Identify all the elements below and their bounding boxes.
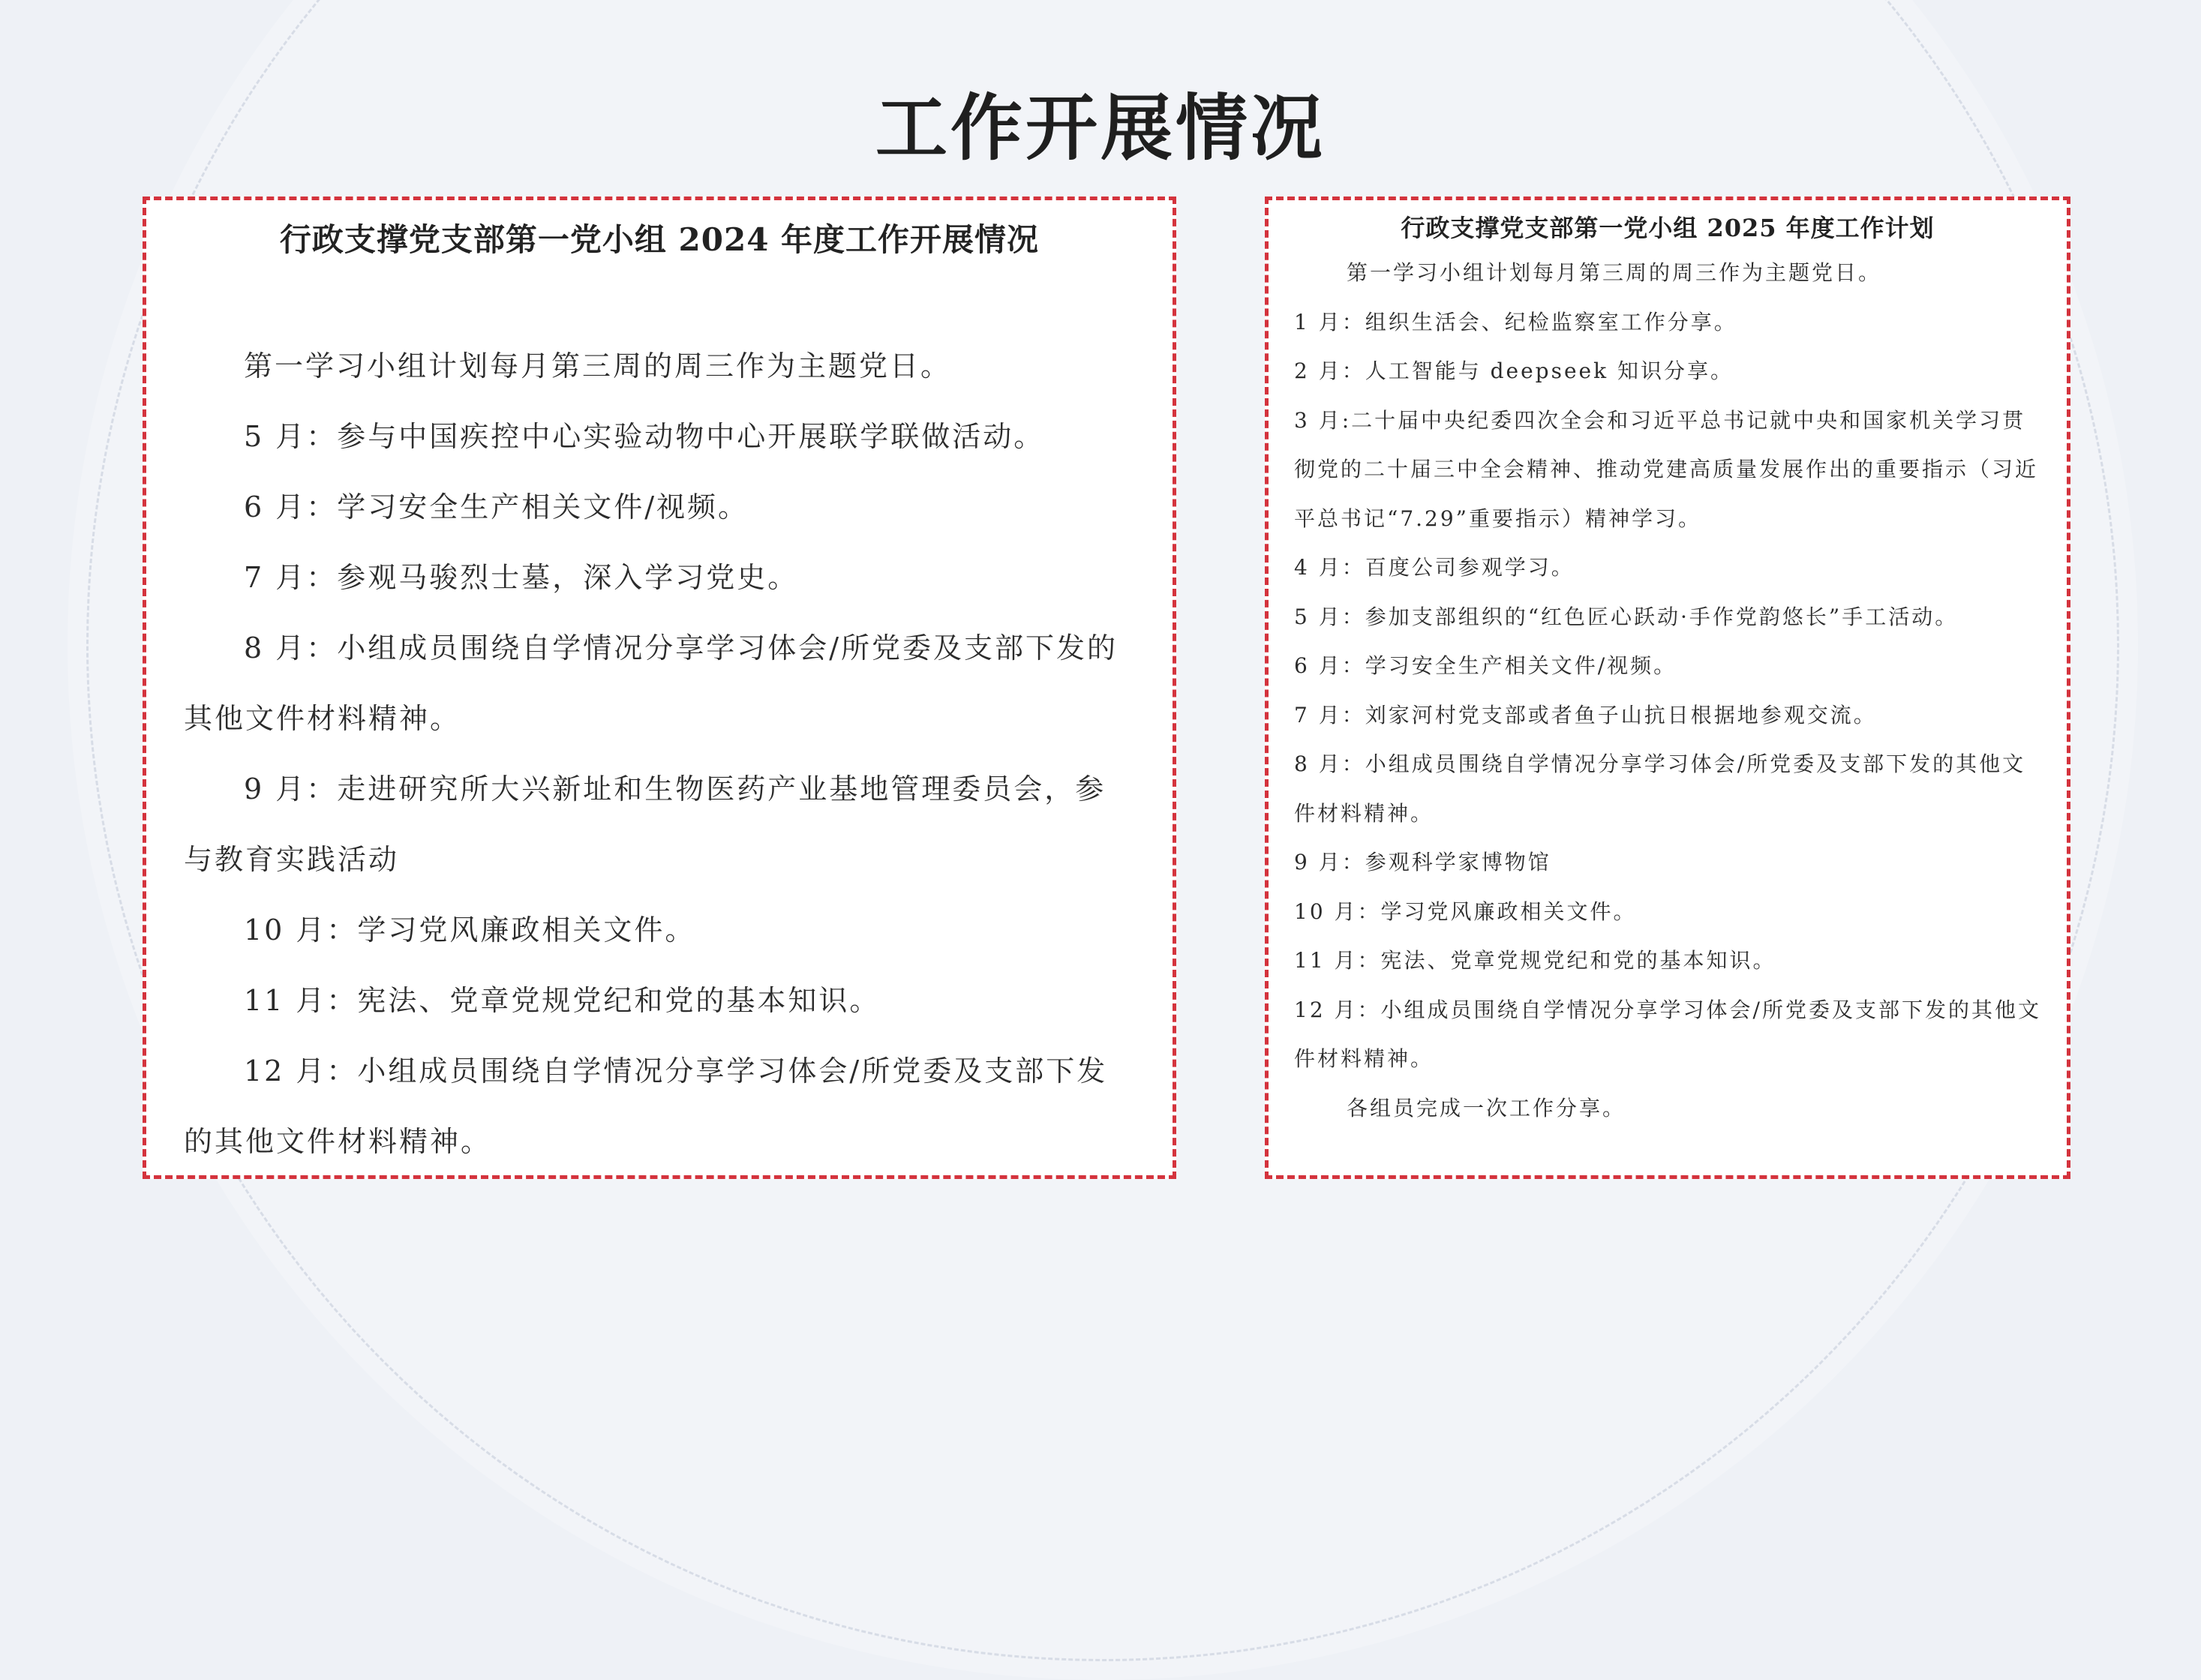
- doc-2025-intro: 第一学习小组计划每月第三周的周三作为主题党日。: [1347, 260, 1882, 285]
- doc-2025-body: [1269, 248, 2067, 1132]
- doc-2024-body: [146, 331, 1173, 1177]
- doc-2025-closing: 各组员完成一次工作分享。: [1347, 1095, 1626, 1120]
- doc-2024-paragraph: 12 月：小组成员围绕自学情况分享学习体会/所党委及支部下发的其他文件材料精神。: [184, 1054, 1108, 1158]
- doc-2025-item: 7 月：刘家河村党支部或者鱼子山抗日根据地参观交流。: [1294, 702, 1877, 728]
- doc-2025-item: 2 月：人工智能与 deepseek 知识分享。: [1294, 358, 1734, 383]
- doc-2024-paragraph: 7 月：参观马骏烈士墓，深入学习党史。: [244, 561, 799, 594]
- doc-2025-item: 1 月：组织生活会、纪检监察室工作分享。: [1294, 309, 1737, 334]
- doc-2025-item: 6 月：学习安全生产相关文件/视频。: [1294, 653, 1677, 678]
- doc-2025-item: 12 月：小组成员围绕自学情况分享学习体会/所党委及支部下发的其他文件材料精神。: [1294, 997, 2041, 1071]
- doc-2025-item: 5 月：参加支部组织的“红色匠心跃动·手作党韵悠长”手工活动。: [1294, 604, 1959, 629]
- doc-2024-paragraph: 5 月：参与中国疾控中心实验动物中心开展联学联做活动。: [244, 420, 1045, 453]
- doc-2024-paragraph: 9 月：走进研究所大兴新址和生物医药产业基地管理委员会，参与教育实践活动: [184, 772, 1107, 876]
- doc-2025-item: 10 月：学习党风廉政相关文件。: [1294, 898, 1637, 924]
- doc-2025-item: 3 月:二十届中央纪委四次全会和习近平总书记就中央和国家机关学习贯彻党的二十届三中全会精神、推动党建高质量发展作出的重要指示（习近平总书记“7.29”重要指示）精神学习。: [1294, 407, 2039, 531]
- doc-2024-paragraph: 8 月：小组成员围绕自学情况分享学习体会/所党委及支部下发的其他文件材料精神。: [184, 632, 1119, 735]
- doc-2024-paragraph: 10 月：学习党风廉政相关文件。: [244, 914, 696, 946]
- doc-2024-paragraph: 11 月：宪法、党章党规党纪和党的基本知识。: [244, 984, 881, 1017]
- doc-2024-heading: 行政支撑党支部第一党小组 2024 年度工作开展情况: [279, 221, 1040, 258]
- doc-2025-item: 8 月：小组成员围绕自学情况分享学习体会/所党委及支部下发的其他文件材料精神。: [1294, 752, 2026, 826]
- doc-2024-paragraph: 6 月：学习安全生产相关文件/视频。: [244, 490, 749, 524]
- doc-2025-item: 4 月：百度公司参观学习。: [1294, 555, 1575, 580]
- doc-2025-item: 11 月：宪法、党章党规党纪和党的基本知识。: [1294, 948, 1776, 973]
- page-title: 工作开展情况: [875, 86, 1326, 170]
- doc-2024-panel: [143, 196, 1176, 1179]
- doc-2025-heading: 行政支撑党支部第一党小组 2025 年度工作计划: [1401, 214, 1935, 242]
- doc-2025-item: 9 月：参观科学家博物馆: [1294, 850, 1551, 874]
- doc-2025-panel: [1265, 196, 2070, 1179]
- doc-2024-paragraph: 第一学习小组计划每月第三周的周三作为主题党日。: [244, 350, 952, 382]
